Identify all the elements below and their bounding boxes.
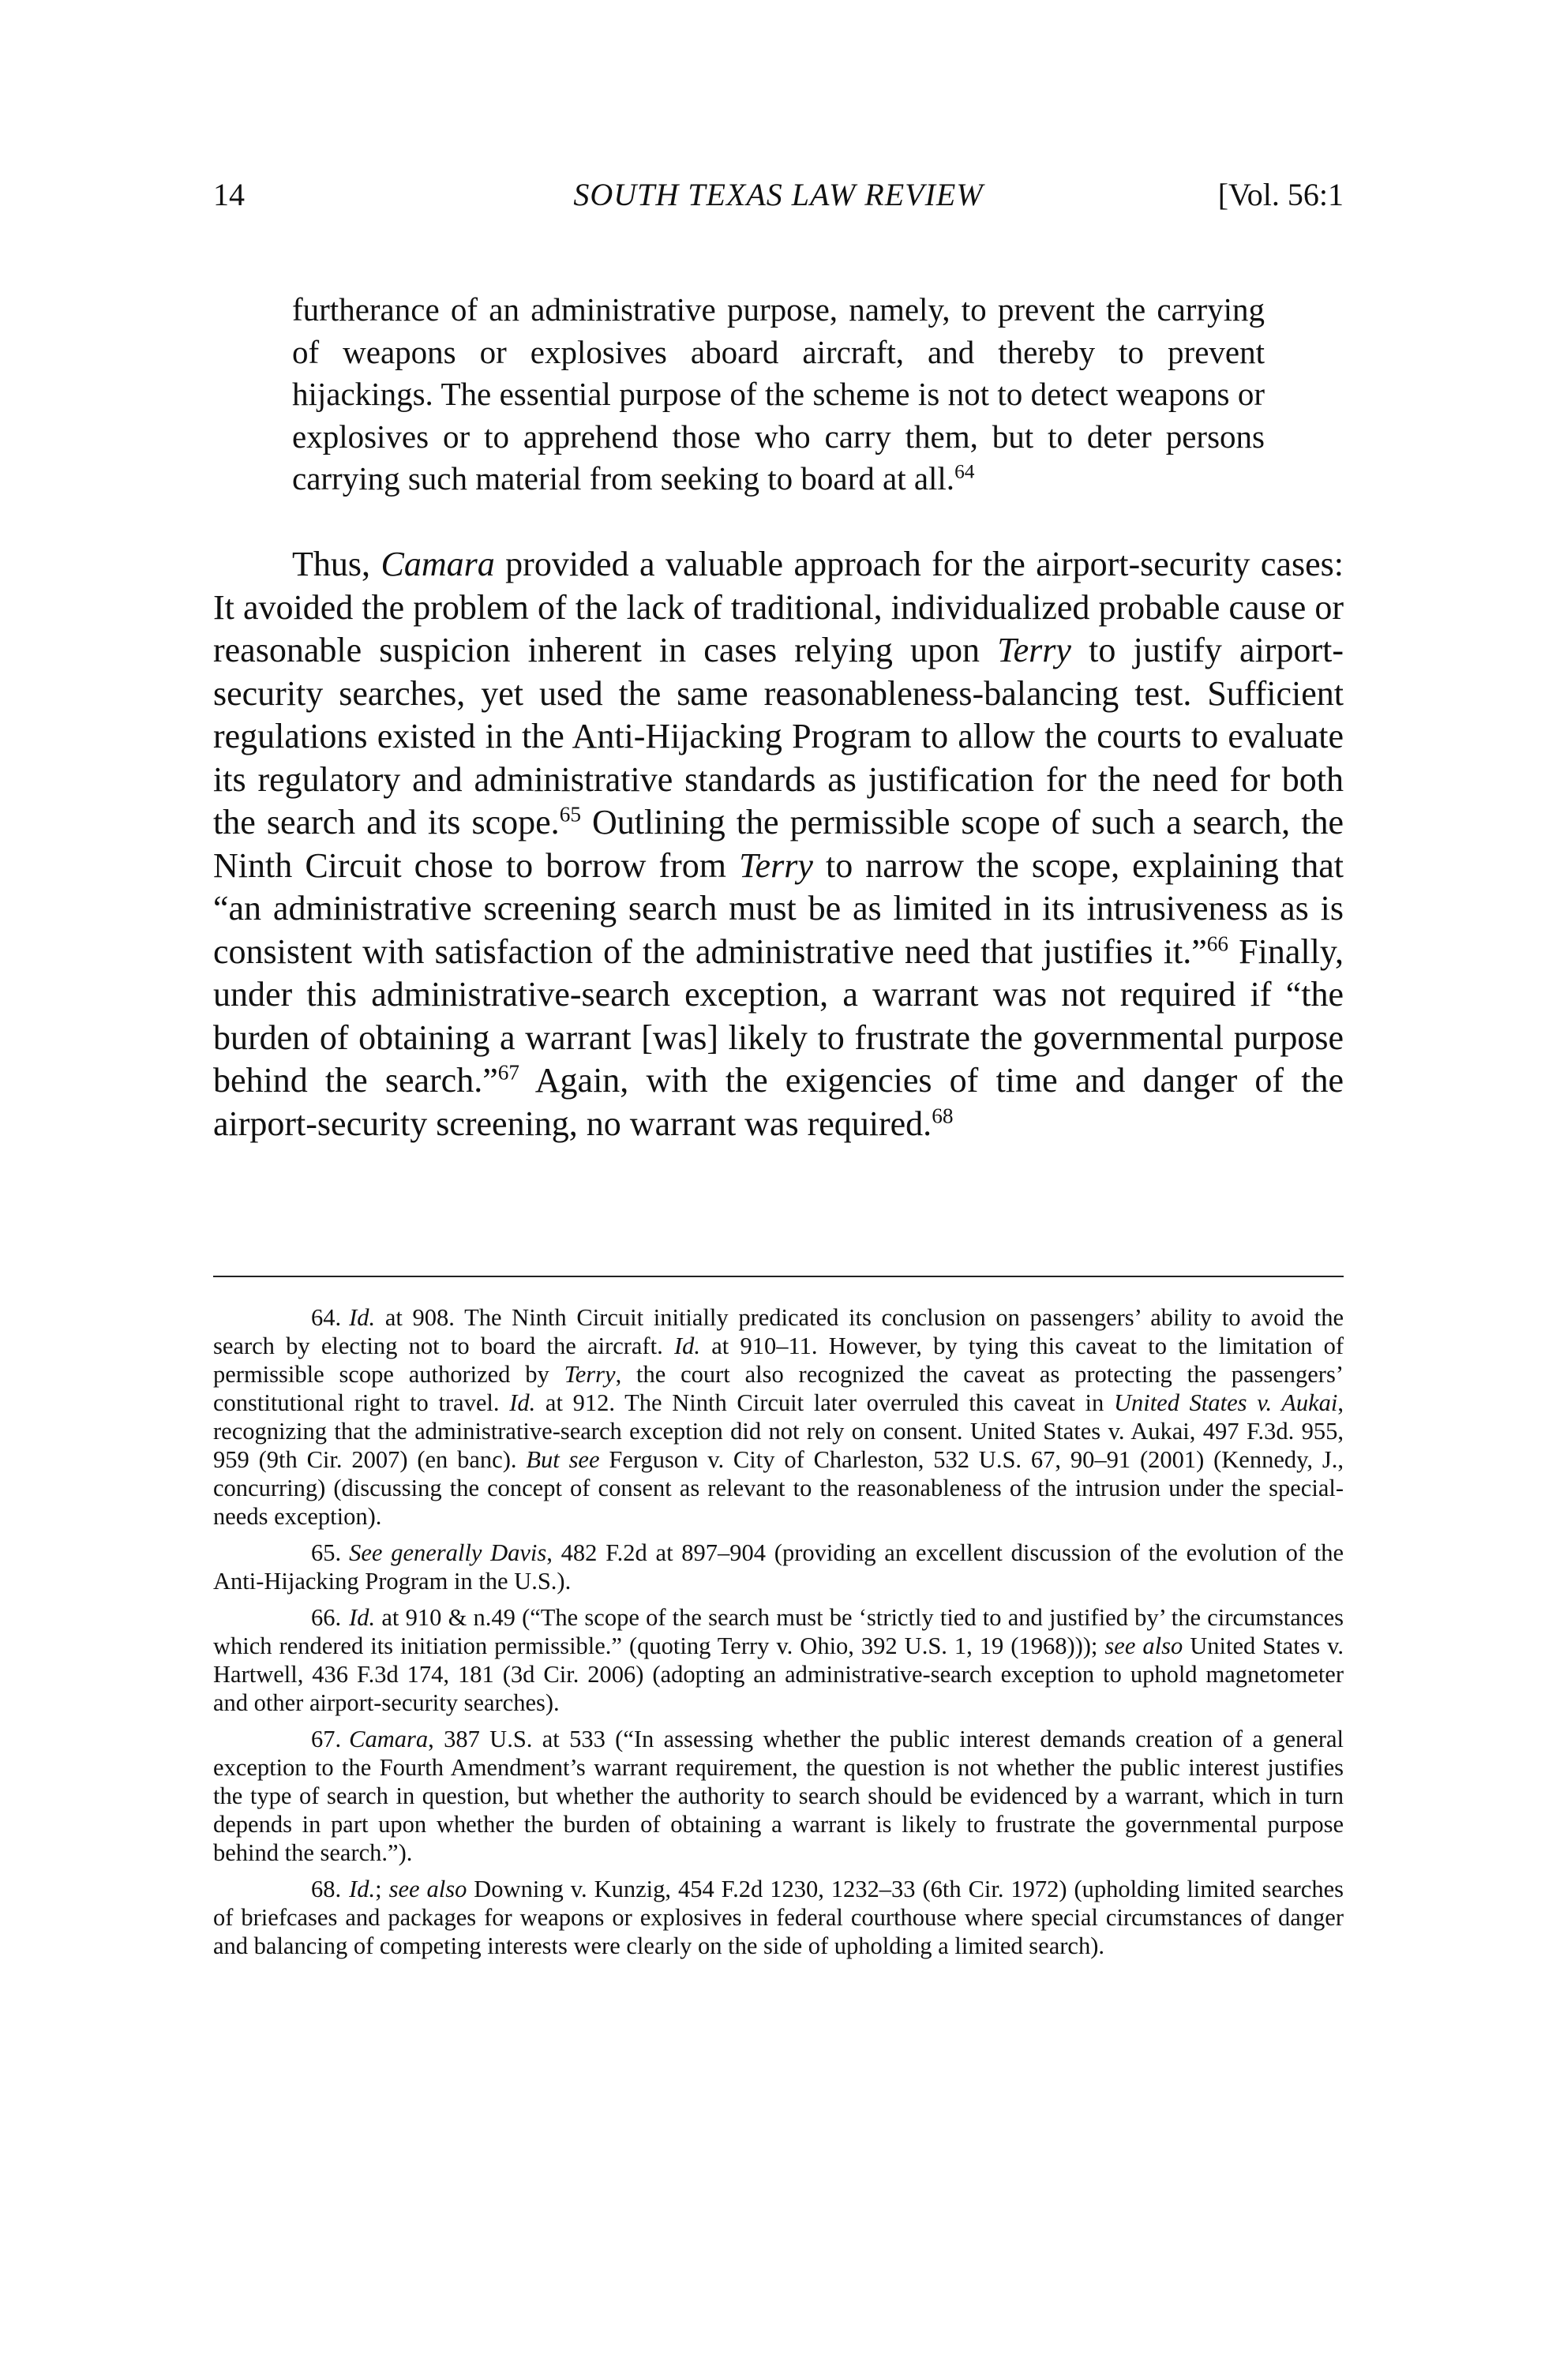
- journal-title: SOUTH TEXAS LAW REVIEW: [573, 177, 984, 212]
- footnote-text: at 910–11. However, by tying this caveat to the limitation of permissible scope authorized by: [213, 1332, 1344, 1388]
- footnote-ref-67[interactable]: 67: [497, 1060, 520, 1085]
- footnote-text: United States v. Hartwell, 436 F.3d 174, 181 (3d Cir. 2006) (adopting an administrative-search exception to uphold magnetometer and other airport-security searches).: [213, 1632, 1344, 1716]
- block-quote: [292, 289, 1265, 500]
- footnote-64: [213, 1303, 1344, 1531]
- case-name: Camara: [381, 545, 495, 583]
- footnote-text: at 910 & n.49 (“The scope of the search must be ‘strictly tied to and justified by’ the circumstances which rendered its initiation permissible.” (quoting Terry v. Ohio, 392 U.S. 1, 19 (1968)));: [213, 1604, 1344, 1659]
- citation-signal: see also: [1104, 1632, 1183, 1659]
- text-run: to justify airport-security searches, yet used the same reasonableness-balancing test. Sufficient regulations existed in the Anti-Hijacking Program to allow the courts to evaluate its regulatory and administrative standards as justification for the need for both the search and its scope.: [213, 631, 1344, 841]
- block-quote-text: furtherance of an administrative purpose, namely, to prevent the carrying of weapons or explosives aboard aircraft, and thereby to prevent hijackings. The essential purpose of the scheme is not to detect weapons or explosives or to apprehend those who carry them, but to deter persons carrying such material from seeking to board at all.: [292, 291, 1265, 497]
- footnote-divider: [213, 1276, 1344, 1277]
- body-paragraph: [213, 543, 1344, 1145]
- citation-signal: But see: [526, 1446, 600, 1473]
- page-number: 14: [213, 177, 245, 212]
- footnotes: [213, 1303, 1344, 1968]
- citation-signal: Id.: [673, 1332, 700, 1359]
- footnote-text: Downing v. Kunzig, 454 F.2d 1230, 1232–33 (6th Cir. 1972) (upholding limited searches of briefcases and packages for weapons or explosives in federal courthouse where special circumstances of danger and balancing of competing interests were clearly on the side of upholding a limited search).: [213, 1876, 1344, 1959]
- text-run: Outlining the permissible scope of such a search, the Ninth Circuit chose to borrow from: [213, 803, 1344, 885]
- case-name: Camara: [349, 1726, 429, 1752]
- citation-signal: Id.: [349, 1304, 376, 1331]
- footnote-text: ;: [375, 1876, 389, 1902]
- footnote-text: at 912. The Ninth Circuit later overruled this caveat in: [535, 1389, 1114, 1416]
- case-name: United States v. Aukai: [1113, 1389, 1338, 1416]
- footnote-text: at 908. The Ninth Circuit initially predicated its conclusion on passengers’ ability to avoid the search by electing not to board the aircraft.: [213, 1304, 1344, 1359]
- footnote-text: Ferguson v. City of Charleston, 532 U.S. 67, 90–91 (2001) (Kennedy, J., concurring) (discussing the concept of consent as relevant to the reasonableness of the intrusion under the special-needs exception).: [213, 1446, 1344, 1530]
- footnote-68: [213, 1875, 1344, 1960]
- text-run: provided a valuable approach for the airport-security cases: It avoided the problem of the lack of traditional, individualized probable cause or reasonable suspicion inherent in cases relying upon: [213, 545, 1344, 669]
- running-header: [213, 175, 1344, 215]
- citation-signal: Id.: [349, 1604, 376, 1631]
- footnote-ref-64[interactable]: 64: [954, 460, 975, 483]
- case-name: Terry: [997, 631, 1071, 669]
- footnote-number: 64.: [311, 1304, 342, 1331]
- footnote-number: 68.: [311, 1876, 342, 1902]
- footnote-number: 65.: [311, 1539, 342, 1566]
- case-name: Terry: [739, 845, 813, 885]
- footnote-text: , recognizing that the administrative-search exception did not rely on consent. United States v. Aukai, 497 F.3d. 955, 959 (9th Cir. 2007) (en banc).: [213, 1389, 1344, 1473]
- footnote-ref-68[interactable]: 68: [932, 1103, 954, 1127]
- footnote-66: [213, 1603, 1344, 1717]
- footnote-text: , the court also recognized the caveat as protecting the passengers’ constitutional right to travel.: [213, 1361, 1344, 1416]
- footnote-ref-65[interactable]: 65: [559, 802, 581, 826]
- footnote-ref-66[interactable]: 66: [1206, 931, 1228, 955]
- citation-signal: Id.: [509, 1389, 536, 1416]
- citation-signal: see also: [388, 1876, 467, 1902]
- footnote-65: [213, 1539, 1344, 1595]
- case-name: Terry: [564, 1361, 616, 1388]
- footnote-text: , 387 U.S. at 533 (“In assessing whether the public interest demands creation of a general exception to the Fourth Amendment’s warrant requirement, the question is not whether the public interest justifies the type of search in question, but whether the authority to search should be evidenced by a warrant, which in turn depends in part upon whether the burden of obtaining a warrant is likely to frustrate the governmental purpose behind the search.”).: [213, 1726, 1344, 1866]
- footnote-number: 66.: [311, 1604, 342, 1631]
- footnote-number: 67.: [311, 1726, 342, 1752]
- text-run: Thus,: [292, 545, 381, 583]
- main-paragraph: [213, 543, 1344, 1145]
- citation-signal: Id.: [349, 1876, 376, 1902]
- footnote-text: , 482 F.2d at 897–904 (providing an excellent discussion of the evolution of the Anti-Hijacking Program in the U.S.).: [213, 1539, 1344, 1595]
- text-run: Again, with the exigencies of time and danger of the airport-security screening, no warrant was required.: [213, 1061, 1344, 1143]
- citation-signal: See generally Davis: [349, 1539, 547, 1566]
- volume-issue: [Vol. 56:1: [1217, 177, 1344, 212]
- text-run: to narrow the scope, explaining that “an administrative screening search must be as limited in its intrusiveness as is consistent with satisfaction of the administrative need that justifies it.”: [213, 845, 1344, 971]
- text-run: Finally, under this administrative-search exception, a warrant was not required if “the burden of obtaining a warrant [was] likely to frustrate the governmental purpose behind the search.”: [213, 931, 1344, 1100]
- footnote-67: [213, 1725, 1344, 1867]
